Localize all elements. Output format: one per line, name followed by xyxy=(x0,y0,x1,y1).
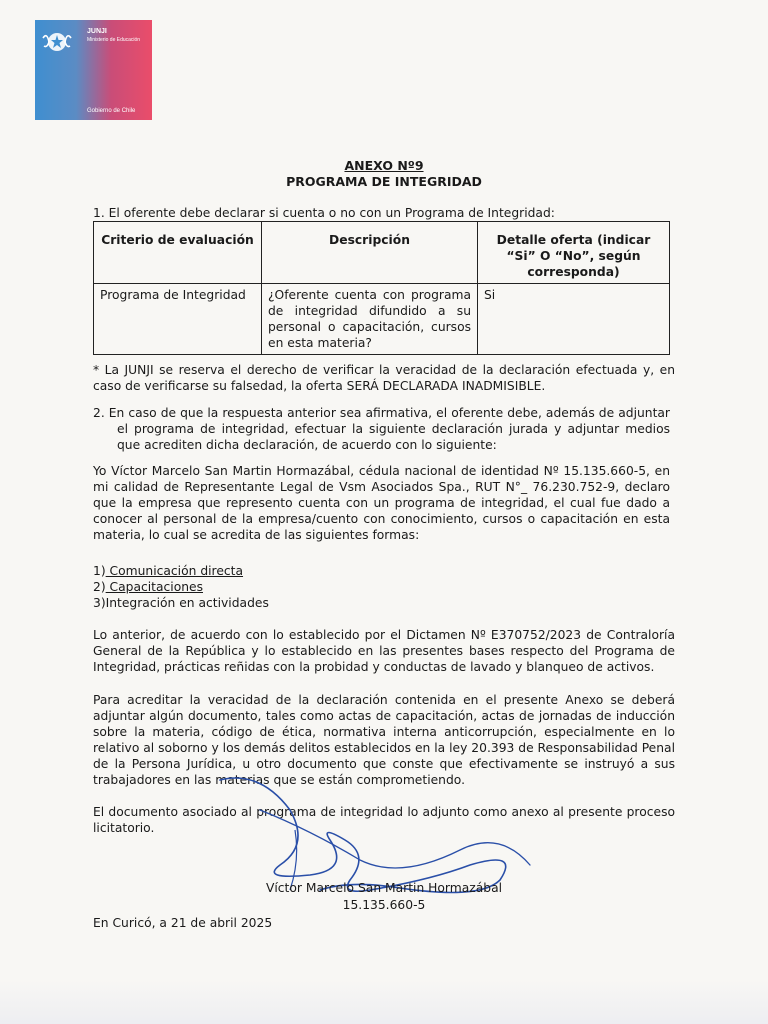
signer-name: Víctor Marcelo San Martin Hormazábal xyxy=(265,881,503,895)
signer-rut: 15.135.660-5 xyxy=(342,898,426,912)
item-2: 2. En caso de que la respuesta anterior sea afirmativa, el oferente debe, además de adjuntar el programa de integridad, efectuar la siguiente declaración jurada y adjuntar medios que acrediten dicha declaración, de acuerdo con lo siguiente: xyxy=(93,406,670,452)
junji-logo xyxy=(35,20,152,120)
note-paragraph: * La JUNJI se reserva el derecho de verificar la veracidad de la declaración efectuada y, en caso de verificarse su falsedad, la oferta SERÁ DECLARADA INADMISIBLE. xyxy=(93,363,675,393)
acreditar-paragraph: Para acreditar la veracidad de la declaración contenida en el presente Anexo se deberá adjuntar algún documento, tales como actas de capacitación, actas de jornadas de inducción sobre la materia, código de ética, normativa interna anticorrupción, especialmente en lo relativo al soborno y los demás delitos establecidos en la ley 20.393 de Responsabilidad Penal de la Persona Jurídica, u otro documento que conste que efectivamente se instruyó a sus trabajadores en las materias que se están comprometiendo. xyxy=(93,693,675,787)
dictamen-paragraph: Lo anterior, de acuerdo con lo establecido por el Dictamen Nº E370752/2023 de Contraloría General de la República y lo establecido en las presentes bases respecto del Programa de Integridad, prácticas reñidas con la probidad y conductas de lavado y blanqueo de activos. xyxy=(93,628,675,674)
forms-list xyxy=(93,563,493,611)
logo-ministry: Ministerio de Educación xyxy=(87,37,141,43)
cell-detalle: Si xyxy=(478,284,670,355)
cell-criterio: Programa de Integridad xyxy=(94,284,262,355)
header-criterio: Criterio de evaluación xyxy=(94,222,262,284)
program-title: PROGRAMA DE INTEGRIDAD xyxy=(286,174,482,189)
logo-org: JUNJI xyxy=(87,28,107,35)
evaluation-table xyxy=(93,221,670,355)
table-header-row xyxy=(94,222,670,284)
header-descripcion: Descripción xyxy=(262,222,478,284)
list-item: 1) Comunicación directa xyxy=(93,564,244,578)
declaration-paragraph: Yo Víctor Marcelo San Martin Hormazábal, cédula nacional de identidad Nº 15.135.660-5, en mi calidad de Representante Legal de Vsm Asociados Spa., RUT N°_ 76.230.752-9, declaro que la empresa que represento cuenta con un programa de integridad, el cual fue dado a conocer al personal de la empresa/cuento con conocimiento, cursos o capacitación en esta materia, lo cual se acredita de las siguientes formas: xyxy=(93,464,670,542)
list-item: 2) Capacitaciones xyxy=(93,580,203,594)
item-1: 1. El oferente debe declarar si cuenta o no con un Programa de Integridad: xyxy=(93,206,555,220)
list-item: 3)Integración en actividades xyxy=(93,596,269,610)
adjunto-paragraph: El documento asociado al programa de integridad lo adjunto como anexo al presente proceso licitatorio. xyxy=(93,805,675,835)
header-detalle: Detalle oferta (indicar “Si” O “No”, según corresponda) xyxy=(478,222,670,284)
table-row xyxy=(94,284,670,355)
chile-coat-of-arms-icon xyxy=(41,28,73,54)
place-date: En Curicó, a 21 de abril 2025 xyxy=(93,916,273,930)
logo-government: Gobierno de Chile xyxy=(87,108,136,114)
scan-artifact xyxy=(0,980,768,1024)
cell-descripcion: ¿Oferente cuenta con programa de integridad difundido a su personal o capacitación, cursos en esta materia? xyxy=(262,284,478,355)
annex-title: ANEXO Nº9 xyxy=(344,158,424,173)
